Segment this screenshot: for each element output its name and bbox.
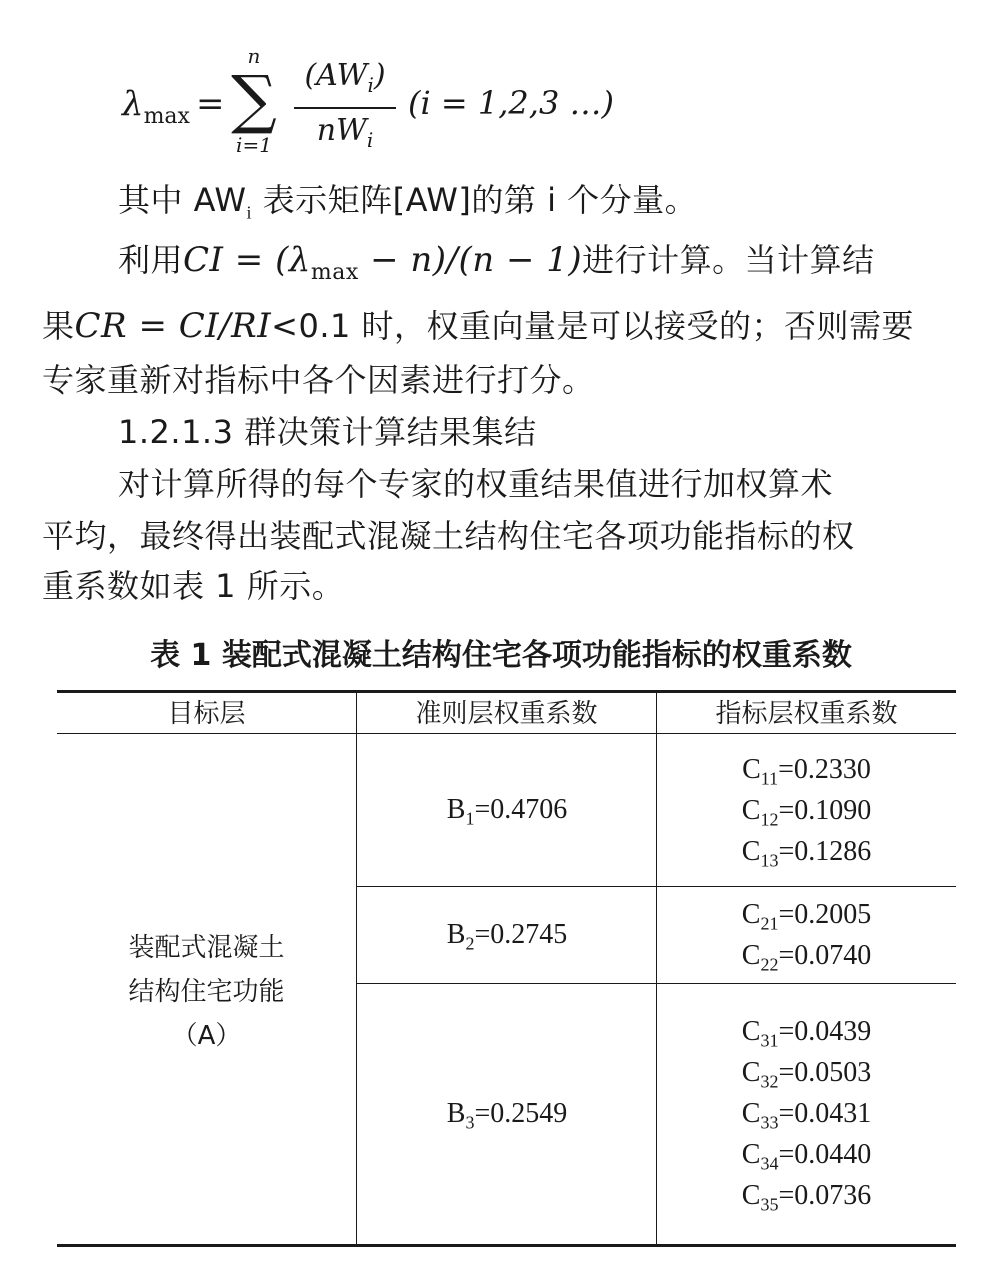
b3-label: B [446,1098,466,1129]
formula-fraction [290,56,400,160]
paragraph-rescoring: 专家重新对指标中各个因素进行打分。 [42,361,595,399]
section-heading: 1.2.1.3 群决策计算结果集结 [118,413,537,451]
c34-label: C [741,1139,761,1170]
indicator-c21 [657,894,956,935]
c21-sub: 21 [760,913,779,934]
denominator-sub: i [366,128,374,152]
c11-value: =0.2330 [778,754,871,785]
b1-label: B [446,794,466,825]
cr-math: CR = CI/RI [74,306,272,346]
indicator-c13 [657,831,956,872]
c32-sub: 32 [760,1071,779,1092]
table-bottom-rule [57,1244,956,1247]
header-criterion-weight: 准则层权重系数 [415,699,598,729]
formula-lhs [122,84,190,129]
c35-label: C [741,1180,761,1211]
c11-label: C [742,754,761,785]
c33-label: C [741,1098,761,1129]
c31-sub: 31 [760,1030,779,1051]
indicator-c34 [657,1134,956,1175]
p3-prefix: 果 [42,307,75,345]
ci-math-a: CI = (λ [183,240,311,280]
sum-sign: ∑ [231,63,277,137]
indicator-c11 [657,749,956,790]
c22-value: =0.0740 [778,940,872,971]
table-top-rule [57,690,956,693]
c13-sub: 13 [760,850,779,871]
summation [230,46,278,176]
c22-label: C [741,940,761,971]
criterion-b1 [357,790,657,839]
header-indicator-weight: 指标层权重系数 [715,699,898,729]
fraction-bar [294,107,396,109]
c12-value: =0.1090 [778,795,872,826]
c13-value: =0.1286 [778,836,872,867]
paragraph-cr-condition [42,306,914,346]
b2-label: B [446,919,466,950]
b3-sub: 3 [465,1112,475,1133]
c35-value: =0.0736 [778,1180,872,1211]
c12-label: C [741,795,761,826]
numerator-sub: i [367,73,374,97]
indicators-group-2 [657,894,956,976]
formula-equals: = [196,84,225,124]
fraction-numerator [290,56,400,105]
indicators-group-3 [657,1011,956,1216]
p1-sub: i [246,202,252,223]
ci-math-sub: max [310,259,359,285]
denominator-text: nW [316,113,367,148]
criterion-b2 [357,915,657,964]
lambda-symbol: λ [122,84,144,124]
column-divider-1 [356,693,357,1244]
indicator-c35 [657,1175,956,1216]
fraction-denominator [290,111,400,160]
p1-prefix: 其中 AW [118,181,247,219]
lambda-max-formula [122,40,642,170]
indicators-group-1 [657,749,956,872]
c21-value: =0.2005 [778,899,872,930]
ci-math-b: − n)/(n − 1) [358,240,583,280]
paragraph-ci-formula [118,240,875,293]
indicator-c32 [657,1052,956,1093]
lambda-subscript: max [143,104,190,129]
numerator-text: (AW [304,58,368,93]
indicator-c31 [657,1011,956,1052]
c31-label: C [741,1016,761,1047]
c32-value: =0.0503 [778,1057,872,1088]
b1-value: =0.4706 [474,794,568,825]
c12-sub: 12 [760,809,779,830]
indicator-c33 [657,1093,956,1134]
p3-suffix: <0.1 时，权重向量是可以接受的；否则需要 [271,307,915,345]
paragraph-aggregation-2: 平均，最终得出装配式混凝土结构住宅各项功能指标的权 [42,517,855,555]
ci-math [183,240,583,285]
c22-sub: 22 [760,954,779,975]
target-line-2: 结构住宅功能 [128,977,285,1007]
indicator-c22 [657,935,956,976]
p2-prefix: 利用 [118,241,184,279]
paragraph-aggregation-1: 对计算所得的每个专家的权重结果值进行加权算术 [118,465,834,503]
c21-label: C [741,899,761,930]
c35-sub: 35 [760,1194,779,1215]
c33-sub: 33 [760,1112,779,1133]
target-line-3: （A） [171,1021,242,1051]
target-line-1: 装配式混凝土 [128,933,285,963]
c11-sub: 11 [760,768,779,789]
b1-sub: 1 [465,808,475,829]
formula-condition: (i = 1,2,3 …) [408,84,614,122]
sum-upper-limit: n [247,44,261,68]
p2-suffix: 进行计算。当计算结 [582,241,875,279]
c34-sub: 34 [760,1153,779,1174]
p1-suffix: 表示矩阵[AW]的第 i 个分量。 [251,181,698,219]
b3-value: =0.2549 [474,1098,568,1129]
table-caption: 表 1 装配式混凝土结构住宅各项功能指标的权重系数 [150,638,852,673]
c32-label: C [741,1057,761,1088]
c34-value: =0.0440 [778,1139,872,1170]
target-layer-cell [57,926,356,1058]
b2-value: =0.2745 [474,919,568,950]
sum-lower-limit: i=1 [236,133,272,157]
c13-label: C [741,836,761,867]
c33-value: =0.0431 [778,1098,872,1129]
paragraph-aw-definition [118,180,697,232]
paragraph-aggregation-3: 重系数如表 1 所示。 [42,567,345,605]
indicator-c12 [657,790,956,831]
numerator-close: ) [373,58,386,93]
b2-sub: 2 [465,933,475,954]
c31-value: =0.0439 [778,1016,872,1047]
criterion-b3 [357,1094,657,1143]
header-target-layer: 目标层 [167,699,246,729]
